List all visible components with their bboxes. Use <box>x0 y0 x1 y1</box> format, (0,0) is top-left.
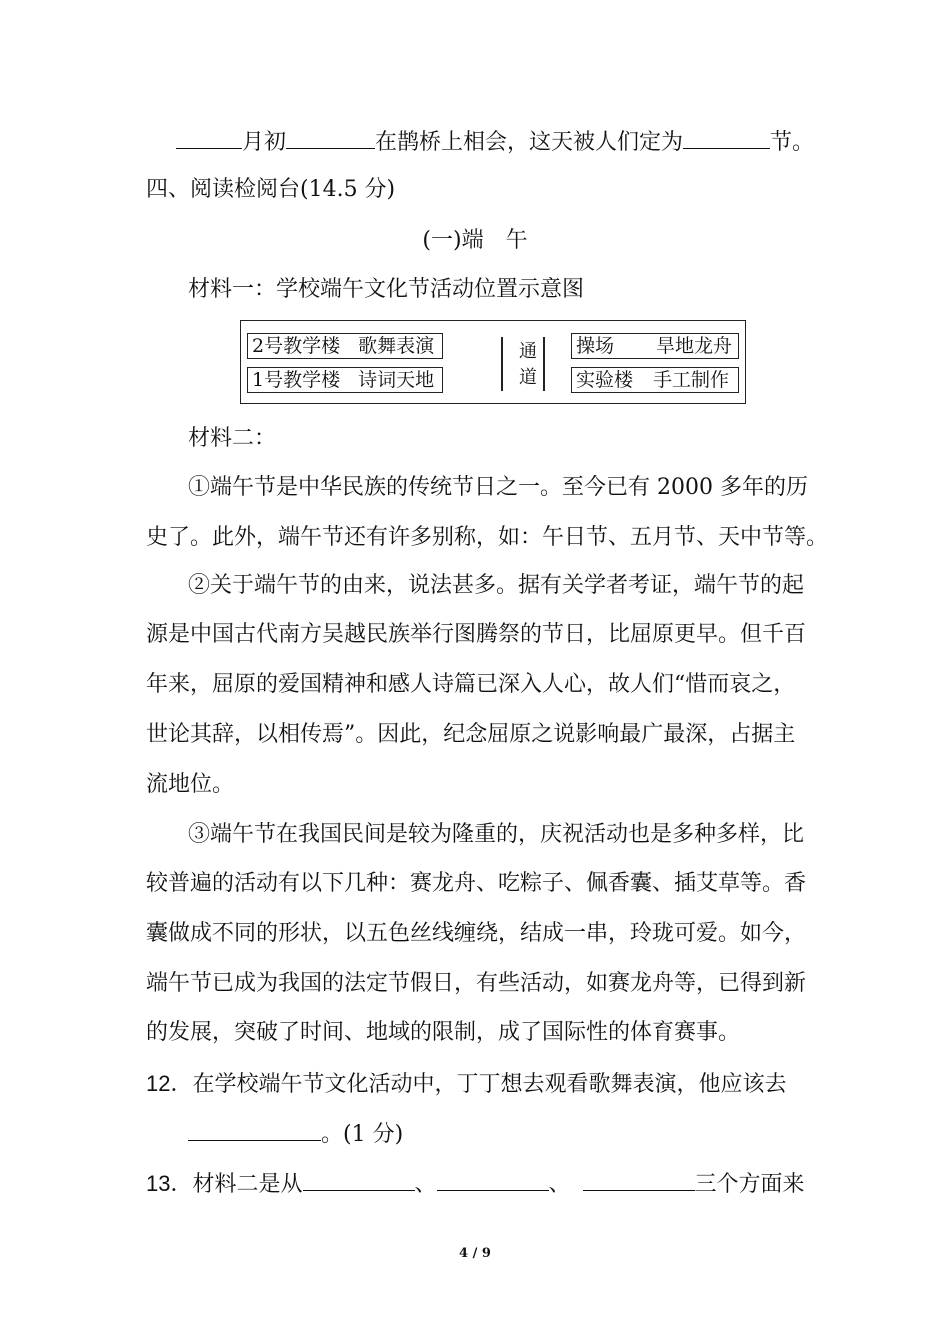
diagram-divider-right <box>543 337 545 391</box>
paragraph-line: 囊做成不同的形状，以五色丝线缠绕，结成一串，玲珑可爱。如今， <box>146 921 807 946</box>
diagram-box-playground: 操场 旱地龙舟 <box>571 333 739 359</box>
answer-blank[interactable] <box>188 1118 321 1141</box>
diagram-box-building2: 2号教学楼 歌舞表演 <box>247 333 443 359</box>
paragraph-line: 较普遍的活动有以下几种：赛龙舟、吃粽子、佩香囊、插艾草等。香 <box>146 871 807 896</box>
material-1-label: 材料一：学校端午文化节活动位置示意图 <box>188 277 585 302</box>
blank-input[interactable] <box>286 126 375 149</box>
question-number: 12 <box>146 1071 171 1096</box>
paragraph-line: ②关于端午节的由来，说法甚多。据有关学者考证，端午节的起 <box>188 573 805 598</box>
answer-blank[interactable] <box>583 1168 695 1191</box>
diagram-divider-left <box>501 337 503 391</box>
paragraph-line: 端午节已成为我国的法定节假日，有些活动，如赛龙舟等，已得到新 <box>146 971 807 996</box>
paragraph-line: 年来，屈原的爱国精神和感人诗篇已深入人心，故人们“惜而哀之， <box>146 672 796 697</box>
paragraph-line: 世论其辞，以相传焉”。因此，纪念屈原之说影响最广最深，占据主 <box>146 722 796 747</box>
blank-input[interactable] <box>176 126 242 149</box>
section-heading: 四、阅读检阅台(14.5 分) <box>146 177 396 202</box>
question-number: 13 <box>146 1171 171 1196</box>
question-12: 12．在学校端午节文化活动中，丁丁想去观看歌舞表演，他应该去 <box>146 1071 787 1097</box>
paragraph-line: 的发展，突破了时间、地域的限制，成了国际性的体育赛事。 <box>146 1020 741 1045</box>
paragraph-line: 流地位。 <box>146 772 235 797</box>
paragraph-line: ③端午节在我国民间是较为隆重的，庆祝活动也是多种多样，比 <box>188 822 805 847</box>
paragraph-line: 源是中国古代南方吴越民族举行图腾祭的节日，比屈原更早。但千百 <box>146 622 807 647</box>
answer-blank[interactable] <box>303 1168 415 1191</box>
page-number: 4 / 9 <box>459 1246 491 1261</box>
location-diagram <box>240 320 746 404</box>
diagram-box-building1: 1号教学楼 诗词天地 <box>247 367 443 393</box>
question-12-answer: 。(1 分) <box>188 1118 403 1151</box>
article-title: (一)端 午 <box>422 228 528 253</box>
diagram-passage-label: 通 道 <box>519 341 537 388</box>
fill-in-line: 月初 在鹊桥上相会，这天被人们定为 节。 <box>176 126 814 159</box>
blank-input[interactable] <box>683 126 770 149</box>
diagram-box-lab: 实验楼 手工制作 <box>571 367 739 393</box>
question-13: 13．材料二是从 、 、 三个方面来 <box>146 1168 805 1201</box>
paragraph-line: 史了。此外，端午节还有许多别称，如：午日节、五月节、天中节等。 <box>146 525 829 550</box>
answer-blank[interactable] <box>437 1168 549 1191</box>
material-2-label: 材料二： <box>188 426 277 451</box>
paragraph-line: ①端午节是中华民族的传统节日之一。至今已有 2000 多年的历 <box>188 475 808 500</box>
